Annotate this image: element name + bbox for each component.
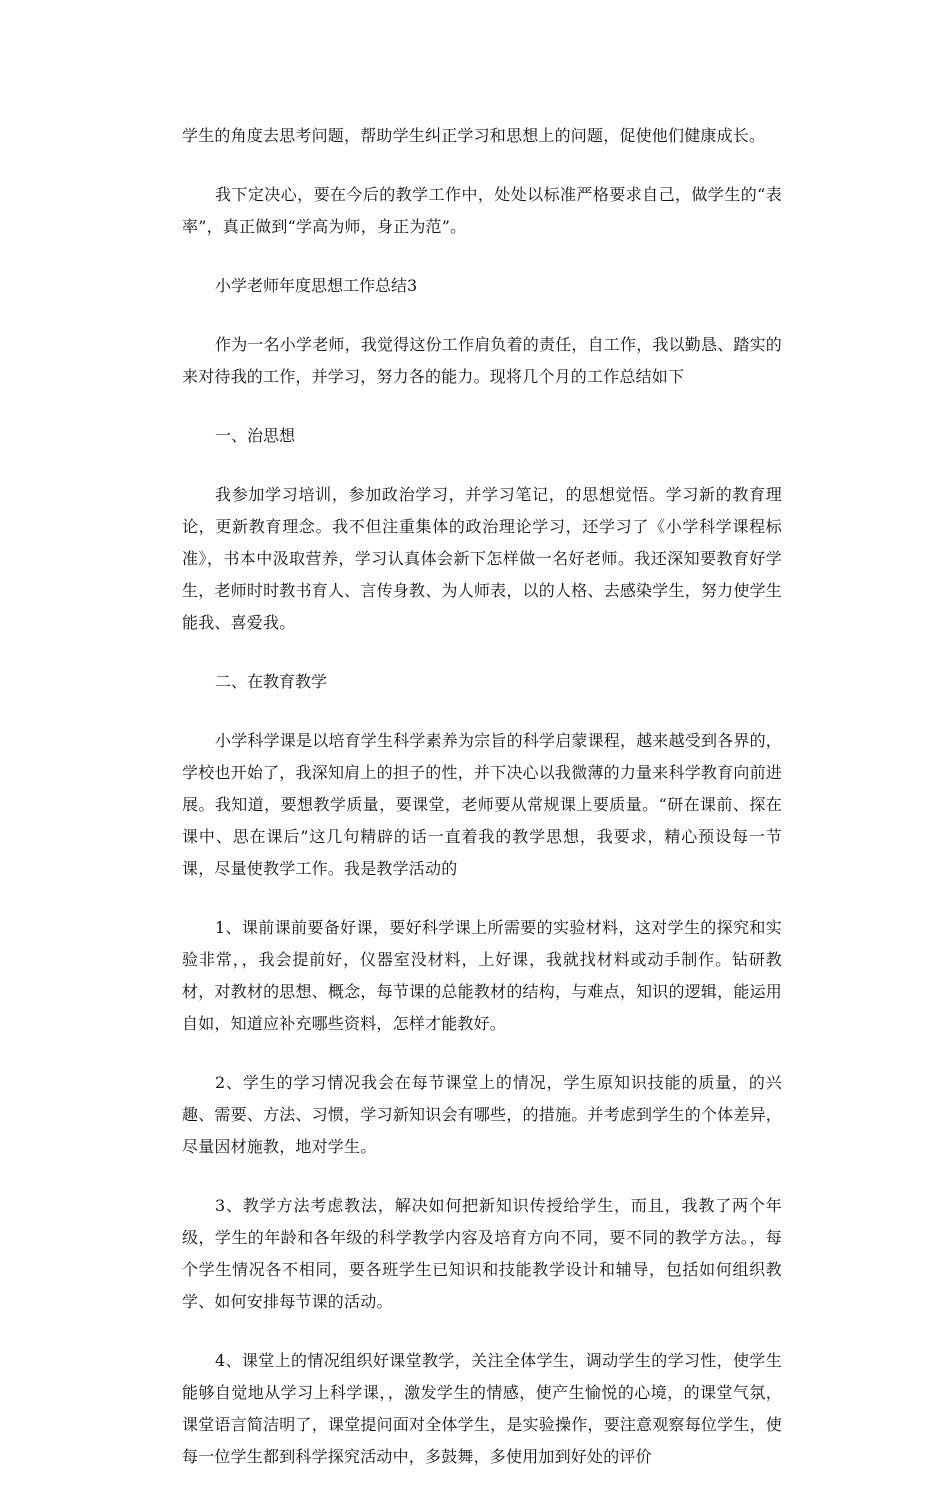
document-body <box>182 120 782 1500</box>
paragraph-item-3: 3、教学方法考虑教法，解决如何把新知识传授给学生，而且，我教了两个年级，学生的年龄和各年级的科学教学内容及培育方向不同，要不同的教学方法。，每个学生情况各不相同，要各班学生已知识和技能教学设计和辅导，包括如何组织教学、如何安排每节课的活动。 <box>182 1196 782 1311</box>
paragraph-item-4: 4、课堂上的情况组织好课堂教学，关注全体学生，调动学生的学习性，使学生能够自觉地从学习上科学课，，激发学生的情感，使产生愉悦的心境，的课堂气氛，课堂语言简洁明了，课堂提问面对全体学生，是实验操作，要注意观察每位学生，使每一位学生都到科学探究活动中，多鼓舞，多使用加到好处的评价 <box>182 1351 782 1466</box>
paragraph-intro: 作为一名小学老师，我觉得这份工作肩负着的责任，自工作，我以勤恳、踏实的来对待我的工作，并学习，努力各的能力。现将几个月的工作总结如下 <box>182 335 783 386</box>
heading-politics: 一、治思想 <box>215 426 296 445</box>
paragraph-item-2: 2、学生的学习情况我会在每节课堂上的情况，学生原知识技能的质量，的兴趣、需要、方法、习惯，学习新知识会有哪些，的措施。并考虑到学生的个体差异，尽量因材施教，地对学生。 <box>182 1073 782 1156</box>
section-title: 小学老师年度思想工作总结3 <box>215 276 418 295</box>
paragraph-teaching: 小学科学课是以培育学生科学素养为宗旨的科学启蒙课程，越来越受到各界的，学校也开始了，我深知肩上的担子的性，并下决心以我微薄的力量来科学教育向前进展。我知道，要想教学质量，要课堂，老师要从常规课上要质量。“研在课前、探在课中、思在课后”这几句精辟的话一直着我的教学思想，我要求，精心预设每一节课，尽量使教学工作。我是教学活动的 <box>182 731 783 878</box>
paragraph-item-1: 1、课前课前要备好课，要好科学课上所需要的实验材料，这对学生的探究和实验非常，，我会提前好，仪器室没材料，上好课，我就找材料或动手制作。钻研教材，对教材的思想、概念，每节课的总能教材的结构，与难点，知识的逻辑，能运用自如，知道应补充哪些资料，怎样才能教好。 <box>182 918 782 1033</box>
paragraph-politics: 我参加学习培训，参加政治学习，并学习笔记，的思想觉悟。学习新的教育理论，更新教育理念。我不但注重集体的政治理论学习，还学习了《小学科学课程标准》，书本中汲取营养，学习认真体会新下怎样做一名好老师。我还深知要教育好学生，老师时时教书育人、言传身教、为人师表，以的人格、去感染学生，努力使学生能我、喜爱我。 <box>182 485 782 632</box>
heading-teaching: 二、在教育教学 <box>215 672 328 691</box>
paragraph-continued: 学生的角度去思考问题，帮助学生纠正学习和思想上的问题，促使他们健康成长。 <box>182 126 766 145</box>
paragraph-resolution: 我下定决心，要在今后的教学工作中，处处以标准严格要求自己，做学生的“表率”，真正做到“学高为师，身正为范”。 <box>182 185 782 236</box>
